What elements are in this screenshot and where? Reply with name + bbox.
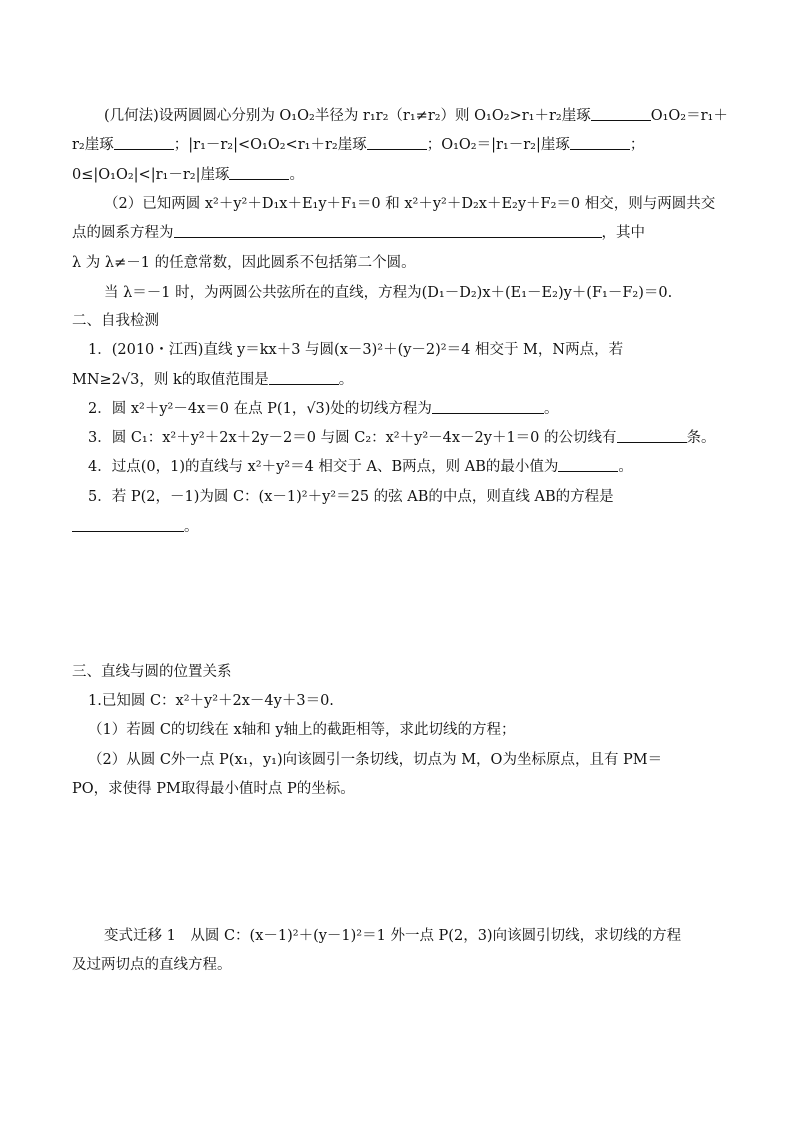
answer-blank[interactable] xyxy=(269,370,339,385)
answer-blank[interactable] xyxy=(591,106,651,121)
problem-1-part-2-line-1: （2）从圆 C外一点 P(x₁，y₁)向该圆引一条切线，切点为 M，O为坐标原点，且有 PM＝ xyxy=(88,752,663,768)
variant-exercise-1-line-1: 变式迁移 1 从圆 C：(x－1)²＋(y－1)²＝1 外一点 P(2，3)向该圆引切线，求切线的方程 xyxy=(104,928,682,944)
answer-blank[interactable] xyxy=(72,517,184,532)
answer-blank[interactable] xyxy=(367,135,427,150)
variant-exercise-1-line-2: 及过两切点的直线方程。 xyxy=(72,957,232,973)
circle-system-line-3: λ 为 λ≠－1 的任意常数，因此圆系不包括第二个圆。 xyxy=(72,255,416,271)
circle-system-line-1: （2）已知两圆 x²＋y²＋D₁x＋E₁y＋F₁＝0 和 x²＋y²＋D₂x＋E₂y＋F₂＝0 相交，则与两圆共交 xyxy=(104,196,716,212)
problem-1-part-2-line-2: PO，求使得 PM取得最小值时点 P的坐标。 xyxy=(72,781,355,797)
question-4: 4．过点(0，1)的直线与 x²＋y²＝4 相交于 A、B两点，则 AB的最小值为 。 xyxy=(88,459,633,475)
problem-1-statement: 1.已知圆 C：x²＋y²＋2x－4y＋3＝0. xyxy=(88,693,334,709)
section-self-check-heading: 二、自我检测 xyxy=(72,313,159,329)
question-3: 3．圆 C₁：x²＋y²＋2x＋2y－2＝0 与圆 C₂：x²＋y²－4x－2y＋1＝0 的公切线有 条。 xyxy=(88,430,716,446)
circle-system-line-2: 点的圆系方程为 ，其中 xyxy=(72,225,645,241)
question-5-line-2: 。 xyxy=(72,517,734,537)
answer-blank[interactable] xyxy=(617,428,687,443)
answer-blank[interactable] xyxy=(174,223,602,238)
answer-blank[interactable] xyxy=(229,165,289,180)
question-1-line-1: 1．(2010・江西)直线 y＝kx＋3 与圆(x－3)²＋(y－2)²＝4 相交于 M，N两点，若 xyxy=(88,342,624,358)
answer-blank[interactable] xyxy=(570,135,630,150)
answer-blank[interactable] xyxy=(558,457,618,472)
answer-blank[interactable] xyxy=(432,399,544,414)
geometric-method-line-2: r₂崖琢 ；|r₁－r₂|<O₁O₂<r₁＋r₂崖琢 ；O₁O₂＝|r₁－r₂|崖琢 ； xyxy=(72,137,645,153)
problem-1-part-1: （1）若圆 C的切线在 x轴和 y轴上的截距相等，求此切线的方程； xyxy=(88,722,516,738)
question-2: 2．圆 x²＋y²－4x＝0 在点 P(1，√3)处的切线方程为 。 xyxy=(88,401,559,417)
section-line-circle-heading: 三、直线与圆的位置关系 xyxy=(72,664,232,680)
question-1-line-2: MN≥2√3，则 k的取值范围是 。 xyxy=(72,372,354,388)
geometric-method-line-3: 0≤|O₁O₂|<|r₁－r₂|崖琢 。 xyxy=(72,167,304,183)
question-5-line-1: 5．若 P(2，－1)为圆 C：(x－1)²＋y²＝25 的弦 AB的中点，则直线 AB的方程是 xyxy=(88,489,614,505)
common-chord-line: 当 λ＝－1 时，为两圆公共弦所在的直线，方程为(D₁－D₂)x＋(E₁－E₂)y＋(F₁－F₂)＝0. xyxy=(104,285,673,301)
answer-blank[interactable] xyxy=(114,135,174,150)
geometric-method-line-1: (几何法)设两圆圆心分别为 O₁O₂半径为 r₁r₂（r₁≠r₂）则 O₁O₂>r₁＋r₂崖琢 O₁O₂＝r₁＋ xyxy=(104,108,728,124)
